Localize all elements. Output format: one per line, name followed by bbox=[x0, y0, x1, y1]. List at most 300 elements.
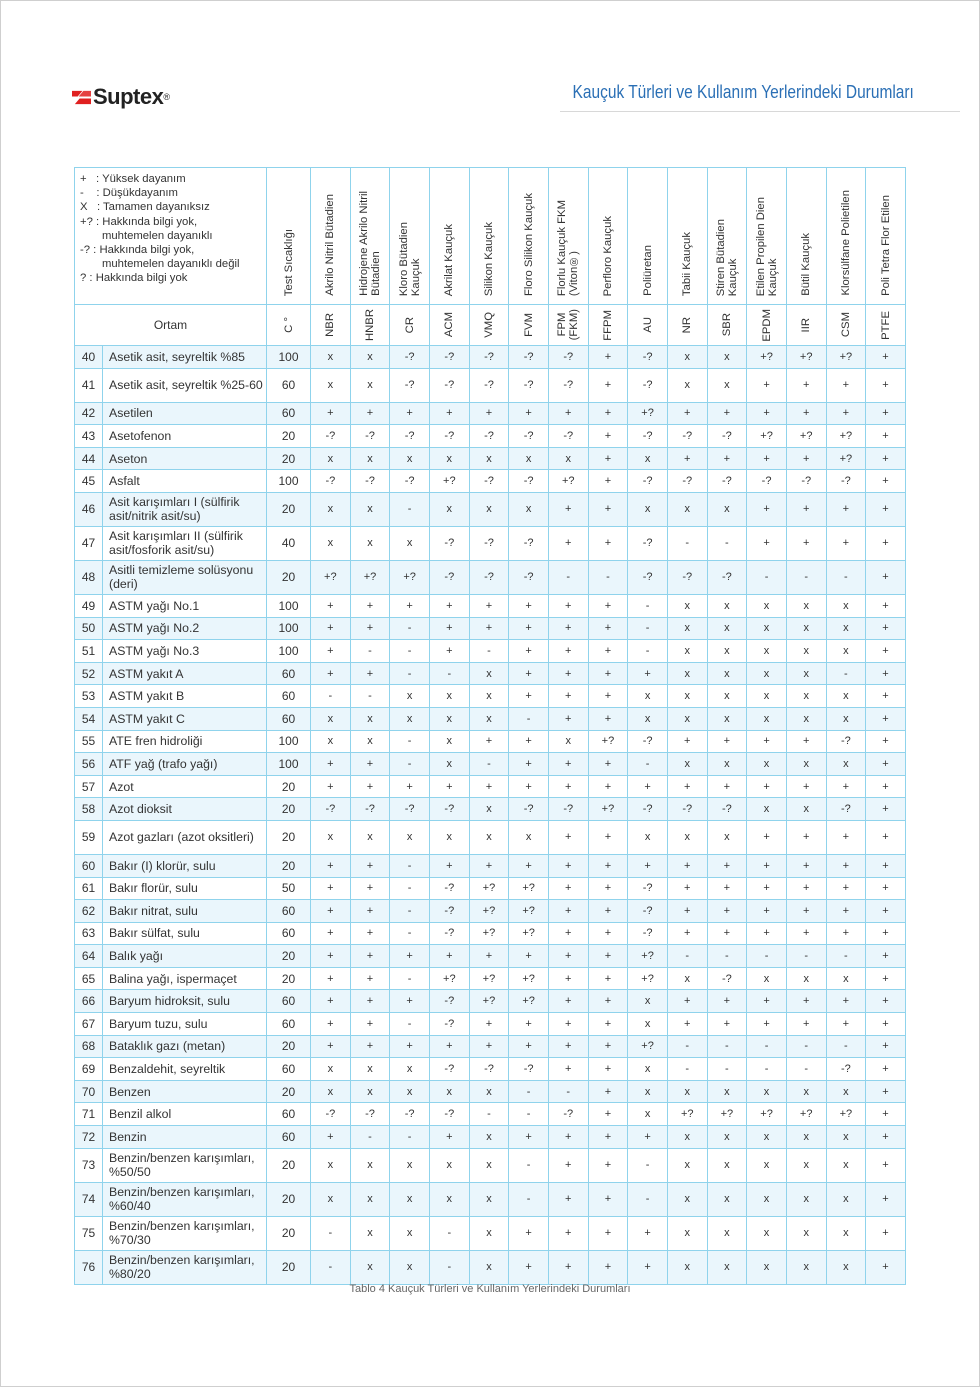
resistance-value: x bbox=[469, 685, 509, 708]
table-row bbox=[75, 1058, 906, 1081]
resistance-value: x bbox=[628, 492, 668, 526]
resistance-value: -? bbox=[548, 425, 588, 448]
resistance-value: + bbox=[786, 368, 826, 402]
resistance-value: x bbox=[628, 820, 668, 854]
resistance-value: x bbox=[628, 1103, 668, 1126]
resistance-value: x bbox=[311, 730, 351, 753]
column-header-14: Poli Tetra Flor Etilen bbox=[866, 168, 906, 305]
resistance-value: + bbox=[866, 1148, 906, 1182]
resistance-value: x bbox=[429, 685, 469, 708]
resistance-value: + bbox=[866, 402, 906, 425]
test-temperature: 100 bbox=[267, 594, 311, 617]
column-header-0: Akrilo Nitril Bütadien bbox=[311, 168, 351, 305]
resistance-value: + bbox=[707, 990, 747, 1013]
test-temperature: 20 bbox=[267, 854, 311, 877]
resistance-value: + bbox=[707, 447, 747, 470]
resistance-value: + bbox=[469, 775, 509, 798]
resistance-value: x bbox=[429, 1182, 469, 1216]
resistance-value: + bbox=[469, 402, 509, 425]
resistance-value: - bbox=[747, 1035, 787, 1058]
resistance-value: -? bbox=[350, 798, 390, 821]
resistance-value: x bbox=[747, 1126, 787, 1149]
column-header-1: Hidrojene Akrilo Nitril Bütadien bbox=[350, 168, 390, 305]
resistance-value: + bbox=[509, 945, 549, 968]
resistance-value: + bbox=[429, 945, 469, 968]
resistance-value: x bbox=[826, 640, 866, 663]
resistance-value: x bbox=[429, 753, 469, 776]
resistance-value: + bbox=[786, 820, 826, 854]
resistance-value: + bbox=[311, 945, 351, 968]
resistance-value: x bbox=[628, 1013, 668, 1036]
resistance-value: + bbox=[509, 662, 549, 685]
medium-name: Azot dioksit bbox=[103, 798, 267, 821]
resistance-value: + bbox=[311, 775, 351, 798]
resistance-value: x bbox=[390, 820, 430, 854]
resistance-value: x bbox=[350, 368, 390, 402]
medium-name: ATF yağ (trafo yağı) bbox=[103, 753, 267, 776]
resistance-value: + bbox=[628, 775, 668, 798]
resistance-value: x bbox=[429, 730, 469, 753]
resistance-value: + bbox=[866, 990, 906, 1013]
resistance-value: + bbox=[588, 1182, 628, 1216]
resistance-value: + bbox=[667, 402, 707, 425]
resistance-value: -? bbox=[628, 526, 668, 560]
table-row bbox=[75, 820, 906, 854]
temp-unit-header: C ° bbox=[267, 305, 311, 346]
row-number: 62 bbox=[75, 900, 103, 923]
table-row bbox=[75, 730, 906, 753]
resistance-value: x bbox=[667, 1182, 707, 1216]
resistance-value: x bbox=[667, 346, 707, 369]
resistance-value: + bbox=[747, 854, 787, 877]
resistance-value: + bbox=[509, 775, 549, 798]
resistance-value: + bbox=[588, 526, 628, 560]
resistance-value: x bbox=[667, 1250, 707, 1284]
table-row bbox=[75, 854, 906, 877]
resistance-value: + bbox=[588, 1126, 628, 1149]
resistance-value: + bbox=[786, 402, 826, 425]
resistance-value: - bbox=[390, 662, 430, 685]
resistance-value: + bbox=[509, 594, 549, 617]
table-row bbox=[75, 1103, 906, 1126]
resistance-value: -? bbox=[509, 526, 549, 560]
resistance-value: + bbox=[866, 346, 906, 369]
resistance-value: -? bbox=[429, 346, 469, 369]
test-temperature: 100 bbox=[267, 617, 311, 640]
resistance-value: x bbox=[786, 798, 826, 821]
resistance-value: - bbox=[628, 1182, 668, 1216]
resistance-value: x bbox=[350, 492, 390, 526]
row-number: 55 bbox=[75, 730, 103, 753]
medium-name: Asit karışımları I (sülfirik asit/nitrik asit/su) bbox=[103, 492, 267, 526]
medium-name: Bakır sülfat, sulu bbox=[103, 922, 267, 945]
column-header-3: Akrilat Kauçuk bbox=[429, 168, 469, 305]
resistance-value: - bbox=[707, 945, 747, 968]
resistance-value: + bbox=[311, 1035, 351, 1058]
resistance-value: + bbox=[350, 1013, 390, 1036]
resistance-value: - bbox=[469, 640, 509, 663]
resistance-value: x bbox=[350, 1148, 390, 1182]
row-number: 67 bbox=[75, 1013, 103, 1036]
resistance-value: + bbox=[548, 775, 588, 798]
resistance-value: + bbox=[469, 1035, 509, 1058]
resistance-value: - bbox=[707, 1035, 747, 1058]
resistance-value: + bbox=[866, 662, 906, 685]
resistance-value: - bbox=[747, 1058, 787, 1081]
row-number: 59 bbox=[75, 820, 103, 854]
resistance-value: +? bbox=[429, 470, 469, 493]
resistance-value: x bbox=[429, 447, 469, 470]
row-number: 45 bbox=[75, 470, 103, 493]
table-row bbox=[75, 447, 906, 470]
resistance-value: + bbox=[628, 854, 668, 877]
resistance-value: + bbox=[747, 1013, 787, 1036]
resistance-value: x bbox=[390, 1182, 430, 1216]
resistance-value: - bbox=[786, 1035, 826, 1058]
resistance-value: + bbox=[509, 1250, 549, 1284]
row-number: 56 bbox=[75, 753, 103, 776]
resistance-value: x bbox=[826, 685, 866, 708]
row-number: 47 bbox=[75, 526, 103, 560]
medium-name: Azot bbox=[103, 775, 267, 798]
resistance-value: + bbox=[866, 1013, 906, 1036]
resistance-value: + bbox=[350, 900, 390, 923]
resistance-value: -? bbox=[707, 560, 747, 594]
resistance-value: x bbox=[707, 617, 747, 640]
resistance-value: + bbox=[548, 1148, 588, 1182]
resistance-value: + bbox=[866, 1080, 906, 1103]
test-temperature: 20 bbox=[267, 775, 311, 798]
resistance-value: + bbox=[588, 877, 628, 900]
table-row bbox=[75, 798, 906, 821]
resistance-value: +? bbox=[469, 877, 509, 900]
resistance-value: - bbox=[786, 945, 826, 968]
resistance-value: +? bbox=[826, 425, 866, 448]
resistance-value: x bbox=[667, 820, 707, 854]
resistance-value: + bbox=[548, 617, 588, 640]
resistance-value: -? bbox=[469, 1058, 509, 1081]
resistance-value: x bbox=[826, 1148, 866, 1182]
resistance-value: + bbox=[548, 707, 588, 730]
resistance-value: +? bbox=[429, 967, 469, 990]
resistance-value: + bbox=[548, 1058, 588, 1081]
resistance-value: -? bbox=[429, 368, 469, 402]
resistance-table bbox=[74, 167, 906, 1285]
resistance-value: x bbox=[469, 1080, 509, 1103]
resistance-value: + bbox=[429, 617, 469, 640]
resistance-value: x bbox=[469, 1216, 509, 1250]
resistance-value: + bbox=[707, 775, 747, 798]
resistance-value: +? bbox=[469, 990, 509, 1013]
resistance-value: x bbox=[469, 707, 509, 730]
resistance-value: + bbox=[509, 640, 549, 663]
resistance-value: + bbox=[548, 900, 588, 923]
resistance-value: x bbox=[667, 640, 707, 663]
resistance-value: x bbox=[350, 1058, 390, 1081]
resistance-value: x bbox=[786, 685, 826, 708]
test-temperature: 60 bbox=[267, 662, 311, 685]
resistance-value: -? bbox=[707, 470, 747, 493]
resistance-value: - bbox=[667, 1058, 707, 1081]
resistance-value: + bbox=[826, 526, 866, 560]
column-header-2: Kloro Bütadien Kauçuk bbox=[390, 168, 430, 305]
resistance-value: -? bbox=[628, 346, 668, 369]
row-number: 70 bbox=[75, 1080, 103, 1103]
table-row bbox=[75, 900, 906, 923]
resistance-value: + bbox=[747, 990, 787, 1013]
table-row bbox=[75, 753, 906, 776]
resistance-value: +? bbox=[747, 1103, 787, 1126]
resistance-value: + bbox=[588, 617, 628, 640]
resistance-value: x bbox=[469, 1182, 509, 1216]
resistance-value: -? bbox=[429, 1103, 469, 1126]
column-abbr-12: IIR bbox=[786, 305, 826, 346]
resistance-value: +? bbox=[628, 402, 668, 425]
resistance-value: + bbox=[311, 402, 351, 425]
resistance-value: + bbox=[588, 820, 628, 854]
column-abbr-1: HNBR bbox=[350, 305, 390, 346]
resistance-value: +? bbox=[707, 1103, 747, 1126]
resistance-value: + bbox=[826, 775, 866, 798]
resistance-value: + bbox=[469, 1013, 509, 1036]
medium-name: Benzin/benzen karışımları, %70/30 bbox=[103, 1216, 267, 1250]
resistance-value: - bbox=[390, 1013, 430, 1036]
resistance-value: + bbox=[548, 1013, 588, 1036]
test-temperature: 20 bbox=[267, 798, 311, 821]
resistance-value: x bbox=[826, 967, 866, 990]
resistance-value: +? bbox=[628, 1035, 668, 1058]
resistance-value: x bbox=[628, 707, 668, 730]
resistance-value: - bbox=[469, 753, 509, 776]
resistance-value: + bbox=[350, 662, 390, 685]
resistance-value: +? bbox=[509, 922, 549, 945]
resistance-value: + bbox=[628, 662, 668, 685]
resistance-value: x bbox=[469, 1126, 509, 1149]
resistance-value: + bbox=[826, 900, 866, 923]
resistance-value: + bbox=[866, 707, 906, 730]
resistance-value: + bbox=[588, 1103, 628, 1126]
resistance-value: -? bbox=[667, 425, 707, 448]
resistance-value: - bbox=[429, 662, 469, 685]
resistance-value: x bbox=[311, 526, 351, 560]
resistance-value: + bbox=[747, 820, 787, 854]
resistance-value: + bbox=[588, 662, 628, 685]
row-number: 41 bbox=[75, 368, 103, 402]
resistance-value: - bbox=[390, 854, 430, 877]
resistance-value: -? bbox=[390, 470, 430, 493]
resistance-value: + bbox=[866, 1058, 906, 1081]
resistance-value: + bbox=[747, 900, 787, 923]
row-number: 69 bbox=[75, 1058, 103, 1081]
resistance-value: + bbox=[311, 662, 351, 685]
resistance-value: +? bbox=[786, 346, 826, 369]
test-temperature: 20 bbox=[267, 492, 311, 526]
medium-name: Benzil alkol bbox=[103, 1103, 267, 1126]
resistance-value: + bbox=[667, 922, 707, 945]
resistance-value: -? bbox=[628, 877, 668, 900]
test-temperature: 60 bbox=[267, 368, 311, 402]
resistance-value: - bbox=[390, 922, 430, 945]
resistance-value: - bbox=[548, 560, 588, 594]
table-row bbox=[75, 346, 906, 369]
resistance-value: x bbox=[350, 447, 390, 470]
resistance-value: + bbox=[350, 967, 390, 990]
test-temperature: 20 bbox=[267, 945, 311, 968]
resistance-value: + bbox=[588, 1035, 628, 1058]
resistance-value: x bbox=[469, 1148, 509, 1182]
resistance-value: + bbox=[311, 640, 351, 663]
resistance-value: - bbox=[628, 1148, 668, 1182]
resistance-value: x bbox=[311, 1058, 351, 1081]
test-temperature: 20 bbox=[267, 447, 311, 470]
resistance-value: x bbox=[628, 1080, 668, 1103]
resistance-value: + bbox=[469, 594, 509, 617]
resistance-value: + bbox=[588, 447, 628, 470]
resistance-value: + bbox=[747, 730, 787, 753]
test-temperature: 60 bbox=[267, 685, 311, 708]
table-row bbox=[75, 402, 906, 425]
test-temperature: 40 bbox=[267, 526, 311, 560]
resistance-value: x bbox=[628, 1058, 668, 1081]
medium-name: Asfalt bbox=[103, 470, 267, 493]
resistance-value: +? bbox=[588, 730, 628, 753]
resistance-value: + bbox=[509, 1013, 549, 1036]
resistance-value: -? bbox=[509, 368, 549, 402]
resistance-value: -? bbox=[429, 990, 469, 1013]
resistance-value: + bbox=[628, 1216, 668, 1250]
resistance-value: -? bbox=[469, 346, 509, 369]
test-temperature: 20 bbox=[267, 1216, 311, 1250]
medium-name: Bakır (I) klorür, sulu bbox=[103, 854, 267, 877]
medium-name: ASTM yakıt C bbox=[103, 707, 267, 730]
resistance-value: + bbox=[826, 922, 866, 945]
row-number: 57 bbox=[75, 775, 103, 798]
resistance-value: + bbox=[707, 877, 747, 900]
resistance-value: - bbox=[509, 1103, 549, 1126]
resistance-value: + bbox=[429, 1126, 469, 1149]
medium-name: Baryum tuzu, sulu bbox=[103, 1013, 267, 1036]
resistance-value: + bbox=[628, 1126, 668, 1149]
medium-name: Balık yağı bbox=[103, 945, 267, 968]
resistance-value: + bbox=[588, 854, 628, 877]
medium-name: ASTM yakıt B bbox=[103, 685, 267, 708]
resistance-value: x bbox=[390, 685, 430, 708]
resistance-value: x bbox=[548, 447, 588, 470]
resistance-value: + bbox=[588, 1058, 628, 1081]
resistance-value: x bbox=[311, 492, 351, 526]
resistance-value: + bbox=[469, 945, 509, 968]
resistance-value: + bbox=[509, 617, 549, 640]
table-row bbox=[75, 1080, 906, 1103]
resistance-value: - bbox=[390, 967, 430, 990]
resistance-value: + bbox=[866, 945, 906, 968]
column-abbr-5: FVM bbox=[509, 305, 549, 346]
resistance-value: + bbox=[469, 617, 509, 640]
resistance-value: x bbox=[667, 492, 707, 526]
test-temperature: 20 bbox=[267, 1250, 311, 1284]
column-header-8: Poliüretan bbox=[628, 168, 668, 305]
resistance-value: x bbox=[469, 798, 509, 821]
resistance-value: -? bbox=[628, 798, 668, 821]
resistance-value: + bbox=[311, 990, 351, 1013]
table-row bbox=[75, 707, 906, 730]
resistance-value: x bbox=[786, 662, 826, 685]
medium-name: Asetofenon bbox=[103, 425, 267, 448]
column-abbr-0: NBR bbox=[311, 305, 351, 346]
test-temperature: 50 bbox=[267, 877, 311, 900]
row-number: 51 bbox=[75, 640, 103, 663]
resistance-value: + bbox=[350, 753, 390, 776]
table-row bbox=[75, 526, 906, 560]
test-temperature: 20 bbox=[267, 425, 311, 448]
resistance-value: -? bbox=[390, 346, 430, 369]
resistance-value: x bbox=[786, 753, 826, 776]
resistance-value: + bbox=[747, 526, 787, 560]
resistance-value: -? bbox=[311, 1103, 351, 1126]
resistance-value: x bbox=[786, 594, 826, 617]
table-row bbox=[75, 594, 906, 617]
resistance-value: x bbox=[786, 967, 826, 990]
resistance-value: +? bbox=[826, 447, 866, 470]
resistance-value: -? bbox=[826, 730, 866, 753]
resistance-value: + bbox=[311, 753, 351, 776]
resistance-value: + bbox=[588, 707, 628, 730]
resistance-value: - bbox=[509, 1148, 549, 1182]
resistance-value: -? bbox=[390, 1103, 430, 1126]
resistance-value: + bbox=[548, 1126, 588, 1149]
medium-name: Benzaldehit, seyreltik bbox=[103, 1058, 267, 1081]
resistance-value: + bbox=[786, 447, 826, 470]
resistance-value: +? bbox=[469, 967, 509, 990]
test-temperature: 20 bbox=[267, 1080, 311, 1103]
resistance-value: -? bbox=[707, 798, 747, 821]
resistance-value: x bbox=[707, 1182, 747, 1216]
resistance-value: x bbox=[390, 1216, 430, 1250]
resistance-value: + bbox=[350, 854, 390, 877]
resistance-value: x bbox=[707, 1148, 747, 1182]
medium-name: Benzin/benzen karışımları, %80/20 bbox=[103, 1250, 267, 1284]
resistance-value: x bbox=[707, 1126, 747, 1149]
resistance-value: + bbox=[786, 775, 826, 798]
resistance-value: x bbox=[469, 1250, 509, 1284]
resistance-value: + bbox=[866, 1216, 906, 1250]
resistance-value: + bbox=[588, 492, 628, 526]
resistance-value: - bbox=[390, 900, 430, 923]
table-row bbox=[75, 617, 906, 640]
resistance-value: x bbox=[350, 1250, 390, 1284]
resistance-value: + bbox=[747, 877, 787, 900]
medium-name: Benzin/benzen karışımları, %60/40 bbox=[103, 1182, 267, 1216]
resistance-value: x bbox=[747, 617, 787, 640]
resistance-value: + bbox=[588, 470, 628, 493]
resistance-value: + bbox=[588, 775, 628, 798]
resistance-value: x bbox=[311, 1182, 351, 1216]
resistance-value: + bbox=[747, 368, 787, 402]
resistance-value: x bbox=[667, 617, 707, 640]
resistance-value: + bbox=[866, 900, 906, 923]
resistance-value: + bbox=[588, 425, 628, 448]
resistance-value: x bbox=[429, 1148, 469, 1182]
resistance-value: x bbox=[390, 447, 430, 470]
resistance-value: x bbox=[350, 707, 390, 730]
resistance-value: x bbox=[786, 1216, 826, 1250]
resistance-value: + bbox=[866, 798, 906, 821]
resistance-value: x bbox=[747, 753, 787, 776]
resistance-value: x bbox=[826, 594, 866, 617]
resistance-value: + bbox=[429, 854, 469, 877]
resistance-value: - bbox=[747, 560, 787, 594]
resistance-value: x bbox=[469, 447, 509, 470]
